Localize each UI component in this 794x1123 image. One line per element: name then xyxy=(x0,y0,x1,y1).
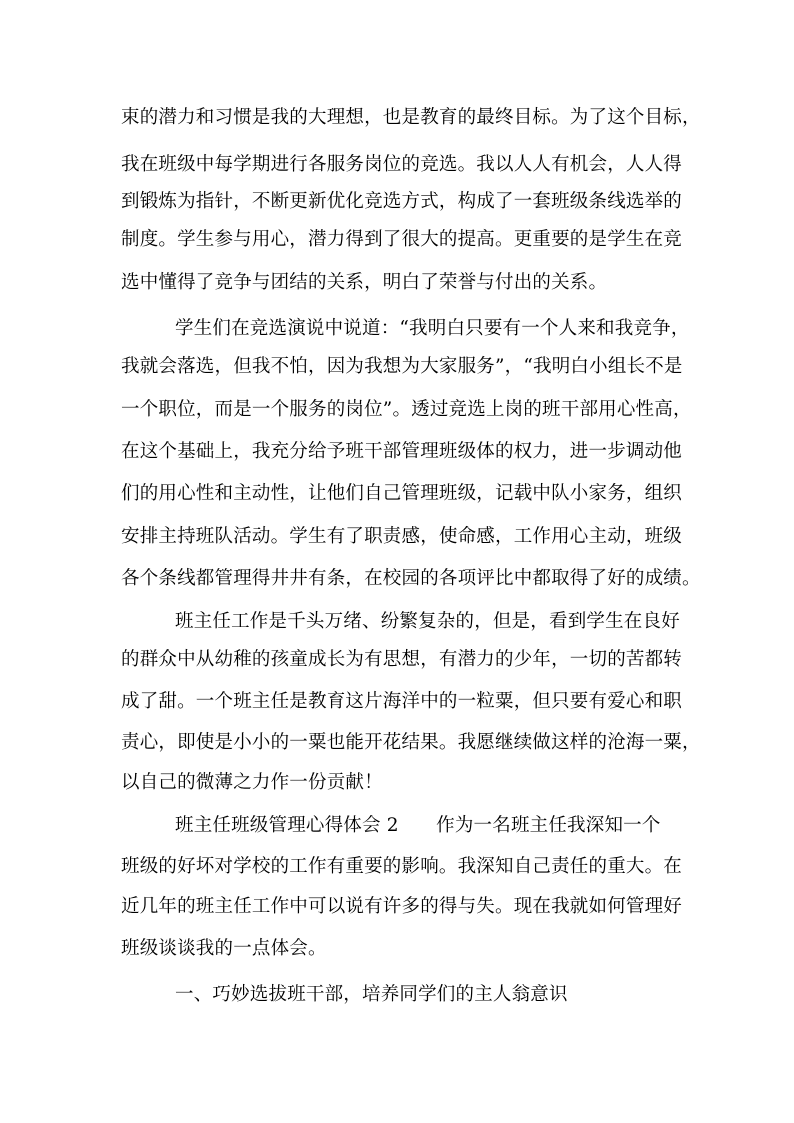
body-text-line: 一个职位，而是一个服务的岗位”。透过竞选上岗的班干部用心性高， xyxy=(121,399,692,420)
body-text-line: 制度。学生参与用心，潜力得到了很大的提高。更重要的是学生在竞 xyxy=(121,229,683,250)
body-text-line: 班级谈谈我的一点体会。 xyxy=(121,938,327,959)
body-text-line: 在这个基础上，我充分给予班干部管理班级体的权力，进一步调动他 xyxy=(121,441,683,462)
paragraph-start-line: 班主任工作是千头万绪、纷繁复杂的，但是，看到学生在良好 xyxy=(175,611,680,632)
body-text-line: 以自己的微薄之力作一份贡献！ xyxy=(121,772,383,793)
body-text-line: 们的用心性和主动性，让他们自己管理班级，记载中队小家务，组织 xyxy=(121,483,683,504)
body-text-line: 选中懂得了竞争与团结的关系，明白了荣誉与付出的关系。 xyxy=(121,272,608,293)
body-text-line: 我在班级中每学期进行各服务岗位的竞选。我以人人有机会，人人得 xyxy=(121,154,683,175)
body-text-line: 成了甜。一个班主任是教育这片海洋中的一粒粟，但只要有爱心和职 xyxy=(121,691,683,712)
body-text-line: 到锻炼为指针，不断更新优化竞选方式，构成了一套班级条线选举的 xyxy=(121,191,683,212)
body-text-line: 近几年的班主任工作中可以说有许多的得与失。现在我就如何管理好 xyxy=(121,896,683,917)
body-text-line: 束的潜力和习惯是我的大理想，也是教育的最终目标。为了这个目标， xyxy=(121,107,701,128)
body-text-line: 我就会落选，但我不怕，因为我想为大家服务”，“我明白小组长不是 xyxy=(121,356,683,377)
section-heading-line: 班主任班级管理心得体会 2 作为一名班主任我深知一个 xyxy=(175,815,661,836)
subsection-heading-line: 一、巧妙选拔班干部，培养同学们的主人翁意识 xyxy=(175,984,568,1005)
body-text-line: 班级的好坏对学校的工作有重要的影响。我深知自己责任的重大。在 xyxy=(121,856,683,877)
body-text-line: 责心，即使是小小的一粟也能开花结果。我愿继续做这样的沧海一粟， xyxy=(121,732,701,753)
body-text-line: 各个条线都管理得井井有条，在校园的各项评比中都取得了好的成绩。 xyxy=(121,568,701,589)
body-text-line: 的群众中从幼稚的孩童成长为有思想，有潜力的少年，一切的苦都转 xyxy=(121,649,683,670)
body-text-line: 安排主持班队活动。学生有了职责感，使命感，工作用心主动，班级 xyxy=(121,526,683,547)
paragraph-start-line: 学生们在竞选演说中说道：“我明白只要有一个人来和我竞争， xyxy=(175,318,690,339)
